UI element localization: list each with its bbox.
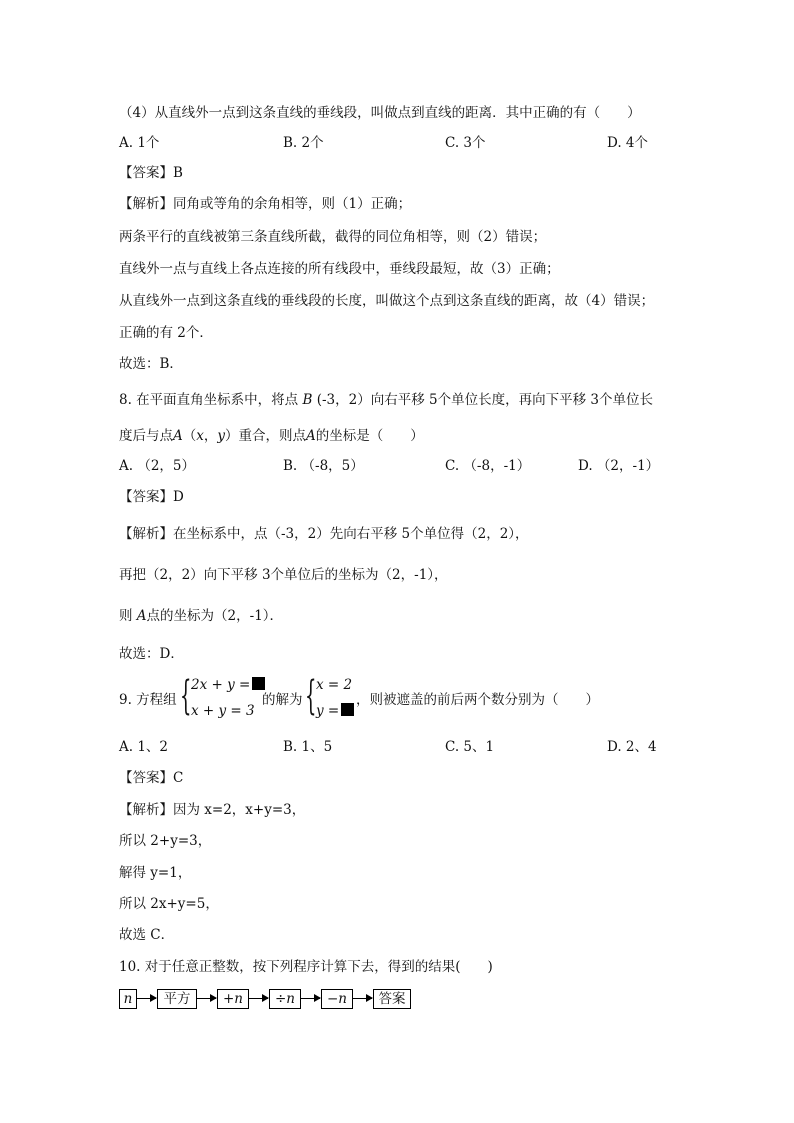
q7-option-b: B. 2个 [283, 135, 324, 151]
q8-point-a: A [173, 428, 183, 444]
q7-item-4: （4）从直线外一点到这条直线的垂线段，叫做点到直线的距离．其中正确的有（ ） [119, 105, 641, 121]
q8-point-a: A [136, 608, 147, 624]
q7-analysis-3: 直线外一点与直线上各点连接的所有线段中，垂线段最短，故（3）正确； [119, 261, 560, 277]
left-brace-icon: { [180, 673, 192, 719]
q8-option-a: A. （2，5） [119, 458, 196, 474]
flow-box-answer [373, 989, 411, 1009]
q9-prefix: 9. 方程组 [119, 692, 177, 708]
flow-box-square [157, 989, 197, 1009]
q8-stem-line-2 [119, 427, 424, 445]
q9-analysis-3: 解得 y=1， [119, 865, 192, 881]
q7-analysis-1: 【解析】同角或等角的余角相等，则（1）正确； [119, 196, 412, 212]
flow-box-plus-n [217, 989, 249, 1009]
q9-suffix: ，则被遮盖的前后两个数分别为（ ） [356, 692, 599, 708]
flow-box-label: n [123, 991, 133, 1007]
arrow-right-icon [300, 998, 320, 999]
arrow-right-icon [136, 998, 156, 999]
q8-analysis-3 [119, 607, 283, 625]
q9-equation-2-text: x + y = 3 [191, 703, 255, 719]
q9-analysis-2: 所以 2+y=3， [119, 833, 212, 849]
q7-option-d: D. 4个 [607, 135, 649, 151]
q7-option-c: C. 3个 [445, 135, 486, 151]
q8-point-a: A [306, 428, 316, 444]
q8-stem-text: ）重合，则点 [225, 428, 307, 444]
q9-options [119, 738, 679, 756]
q9-analysis-1: 【解析】因为 x=2，x+y=3， [119, 802, 306, 818]
q8-stem-text: 的坐标是（ ） [315, 428, 424, 444]
q8-var-x: x [196, 428, 204, 444]
flow-box-label: +n [222, 991, 243, 1007]
q8-stem-text: (-3，2）向右平移 5个单位长度，再向下平移 3个单位长 [316, 392, 653, 408]
q8-stem-line-1 [119, 391, 653, 409]
flow-box-divide-n [269, 989, 301, 1009]
q9-answer: 【答案】C [119, 770, 184, 786]
q9-option-d: D. 2、4 [607, 739, 657, 755]
flow-box-label: 答案 [378, 991, 406, 1007]
q8-analysis-2: 再把（2，2）向下平移 3个单位后的坐标为（2，-1）， [119, 567, 448, 583]
q9-solution-1 [316, 676, 352, 694]
q9-option-a: A. 1、2 [119, 739, 169, 755]
q9-choose: 故选 C． [119, 927, 175, 943]
q8-option-d: D. （2，-1） [578, 458, 660, 474]
q9-solution-2-text: y = [316, 703, 340, 719]
flow-box-minus-n [321, 989, 353, 1009]
q7-analysis-2: 两条平行的直线被第三条直线所截，截得的同位角相等，则（2）错误； [119, 229, 547, 245]
q9-equation-1-text: 2x + y = [191, 677, 251, 693]
covered-number-block [341, 703, 354, 716]
q8-choose: 故选：D． [119, 646, 184, 662]
flow-box-label: ÷n [274, 991, 295, 1007]
q7-answer: 【答案】B [119, 165, 183, 181]
q8-option-c: C. （-8，-1） [445, 458, 531, 474]
q7-analysis-4: 从直线外一点到这条直线的垂线段的长度，叫做这个点到这条直线的距离，故（4）错误； [119, 293, 655, 309]
flow-box-n [119, 989, 137, 1009]
q7-option-a: A. 1个 [119, 135, 160, 151]
q7-analysis-5: 正确的有 2个． [119, 325, 213, 341]
q9-middle: 的解为 [262, 692, 303, 708]
q8-analysis-1: 【解析】在坐标系中，点（-3，2）先向右平移 5个单位得（2，2）， [119, 526, 529, 542]
q9-option-b: B. 1、5 [283, 739, 333, 755]
q8-analysis-text: 则 [119, 608, 133, 624]
q8-var-y: y [217, 428, 226, 444]
arrow-right-icon [196, 998, 216, 999]
q8-options [119, 457, 679, 475]
q9-solution-2 [316, 702, 354, 720]
arrow-right-icon [248, 998, 268, 999]
q9-equation-1 [191, 676, 265, 694]
q7-options [119, 134, 679, 152]
q9-analysis-4: 所以 2x+y=5， [119, 896, 219, 912]
left-brace-icon: { [305, 673, 317, 719]
q8-point-b: B [302, 392, 313, 408]
covered-number-block [252, 677, 265, 690]
q8-analysis-text: 点的坐标为（2，-1）． [146, 608, 284, 624]
q10-stem: 10. 对于任意正整数，按下列程序计算下去，得到的结果( ) [119, 959, 493, 975]
q8-answer: 【答案】D [119, 489, 184, 505]
q9-solution-1-text: x = 2 [316, 677, 353, 693]
q8-option-b: B. （-8，5） [283, 458, 364, 474]
q7-choose: 故选：B． [119, 356, 183, 372]
q8-stem-text: 度后与点 [119, 428, 173, 444]
q9-equation-2 [191, 702, 255, 720]
q9-option-c: C. 5、1 [445, 739, 495, 755]
q8-stem-text: （ [182, 428, 197, 444]
arrow-right-icon [352, 998, 372, 999]
q8-stem-text: ， [203, 428, 218, 444]
flow-box-label: −n [326, 991, 347, 1007]
q8-stem-text: 8. 在平面直角坐标系中，将点 [119, 392, 299, 408]
flow-box-label: 平方 [163, 991, 191, 1007]
